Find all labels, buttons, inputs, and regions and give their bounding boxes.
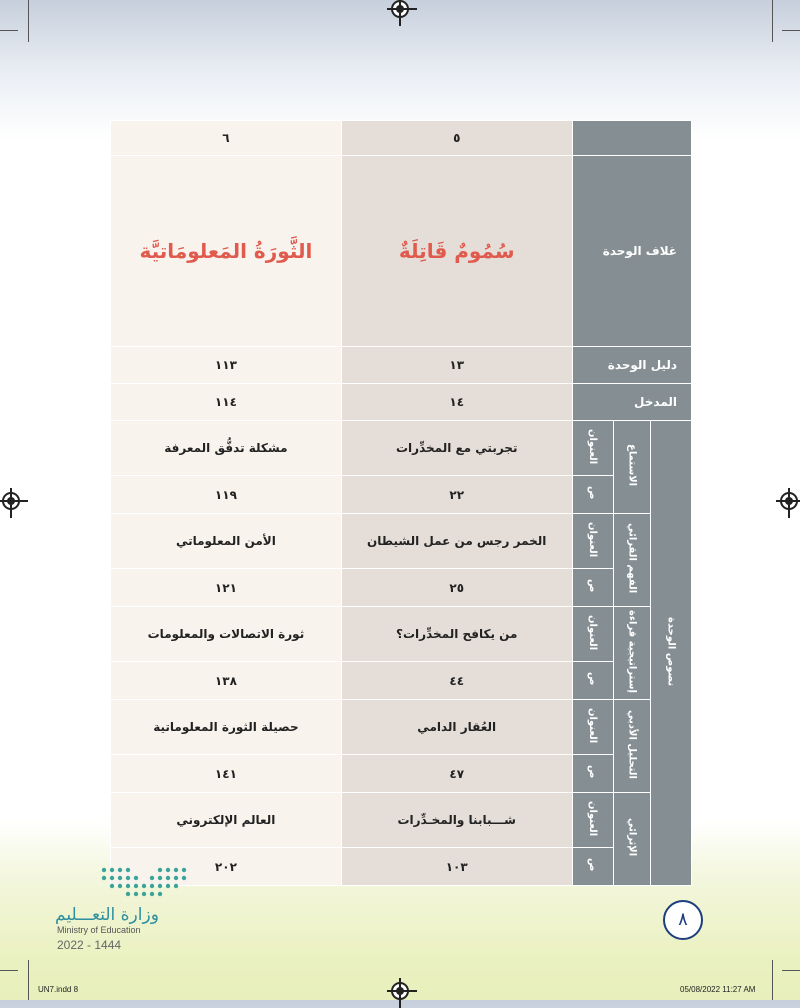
lesson-page-6: ٢٠٢	[111, 848, 341, 885]
lesson-title-5: من يكافح المخدِّرات؟	[342, 607, 572, 661]
lesson-title-6: حصيلة الثورة المعلوماتية	[111, 700, 341, 754]
unit-guide-label: دليل الوحدة	[573, 347, 691, 383]
table-row	[111, 514, 691, 568]
title-label: العنوان	[573, 421, 613, 475]
table-row	[111, 569, 691, 606]
page-label: ص	[573, 569, 613, 606]
lesson-title-5: العُقار الدامي	[342, 700, 572, 754]
unit-guide-row	[111, 347, 691, 383]
table-row	[111, 848, 691, 885]
intro-row	[111, 384, 691, 420]
table-row	[111, 476, 691, 513]
header-corner	[573, 121, 691, 155]
lesson-title-5: شـــبابنا والمخـدِّرات	[342, 793, 572, 847]
crop-mark	[28, 960, 29, 1000]
print-timestamp: 05/08/2022 11:27 AM	[680, 985, 756, 994]
lesson-page-6: ١٣٨	[111, 662, 341, 699]
registration-mark-icon	[391, 982, 409, 1000]
table-row	[111, 700, 691, 754]
unit-texts-label: نصوص الوحدة	[651, 421, 691, 885]
page-number: ٨	[663, 900, 703, 940]
page-label: ص	[573, 662, 613, 699]
crop-mark	[772, 960, 773, 1000]
table-row	[111, 421, 691, 475]
academic-year: 2022 - 1444	[57, 938, 122, 952]
lesson-title-6: مشكلة تدفُّق المعرفة	[111, 421, 341, 475]
section-label: إستراتيجية قراءة	[614, 607, 650, 699]
intro-page-5: ١٤	[342, 384, 572, 420]
ministry-name-arabic: وزارة التعـــليم	[55, 905, 159, 925]
contents-table	[110, 120, 692, 886]
lesson-title-6: العالم الإلكتروني	[111, 793, 341, 847]
lesson-page-5: ١٠٣	[342, 848, 572, 885]
header-row	[111, 121, 691, 155]
lesson-page-5: ٤٤	[342, 662, 572, 699]
table-row	[111, 793, 691, 847]
lesson-page-6: ١٢١	[111, 569, 341, 606]
crop-mark	[0, 30, 18, 31]
page-label: ص	[573, 476, 613, 513]
unit-cover-label: غلاف الوحدة	[573, 156, 691, 346]
lesson-title-6: الأمن المعلوماتي	[111, 514, 341, 568]
lesson-title-6: ثورة الاتصالات والمعلومات	[111, 607, 341, 661]
table-row	[111, 662, 691, 699]
page-label: ص	[573, 755, 613, 792]
section-label: الإثرائي	[614, 793, 650, 885]
ministry-name-english: Ministry of Education	[57, 925, 141, 935]
registration-mark-icon	[780, 492, 798, 510]
unit-number-6: ٦	[111, 121, 341, 155]
unit-number-5: ٥	[342, 121, 572, 155]
lesson-page-5: ٤٧	[342, 755, 572, 792]
intro-label: المدخل	[573, 384, 691, 420]
table-row	[111, 755, 691, 792]
lesson-page-5: ٢٥	[342, 569, 572, 606]
crop-mark	[782, 970, 800, 971]
registration-mark-icon	[2, 492, 20, 510]
unit-title-5: سُمُومٌ قَاتِلَةٌ	[342, 156, 572, 346]
title-label: العنوان	[573, 700, 613, 754]
section-label: التحليل الأدبي	[614, 700, 650, 792]
page-label: ص	[573, 848, 613, 885]
unit-title-6: الثَّورَةُ المَعلومَاتيَّة	[111, 156, 341, 346]
unit-guide-page-5: ١٣	[342, 347, 572, 383]
intro-page-6: ١١٤	[111, 384, 341, 420]
crop-mark	[782, 30, 800, 31]
crop-mark	[0, 970, 18, 971]
lesson-title-5: تجربتي مع المخدِّرات	[342, 421, 572, 475]
lesson-title-5: الخمر رجس من عمل الشيطان	[342, 514, 572, 568]
lesson-page-5: ٢٢	[342, 476, 572, 513]
section-label: الاستماع	[614, 421, 650, 513]
lesson-page-6: ١٤١	[111, 755, 341, 792]
file-slug: UN7.indd 8	[38, 985, 79, 994]
unit-cover-row	[111, 156, 691, 346]
title-label: العنوان	[573, 607, 613, 661]
table-row	[111, 607, 691, 661]
title-label: العنوان	[573, 514, 613, 568]
crop-mark	[28, 0, 29, 42]
lesson-page-6: ١١٩	[111, 476, 341, 513]
crop-mark	[772, 0, 773, 42]
section-label: الفهم القرائي	[614, 514, 650, 606]
ministry-logo-icon	[98, 866, 190, 898]
title-label: العنوان	[573, 793, 613, 847]
registration-mark-icon	[391, 0, 409, 18]
unit-guide-page-6: ١١٣	[111, 347, 341, 383]
